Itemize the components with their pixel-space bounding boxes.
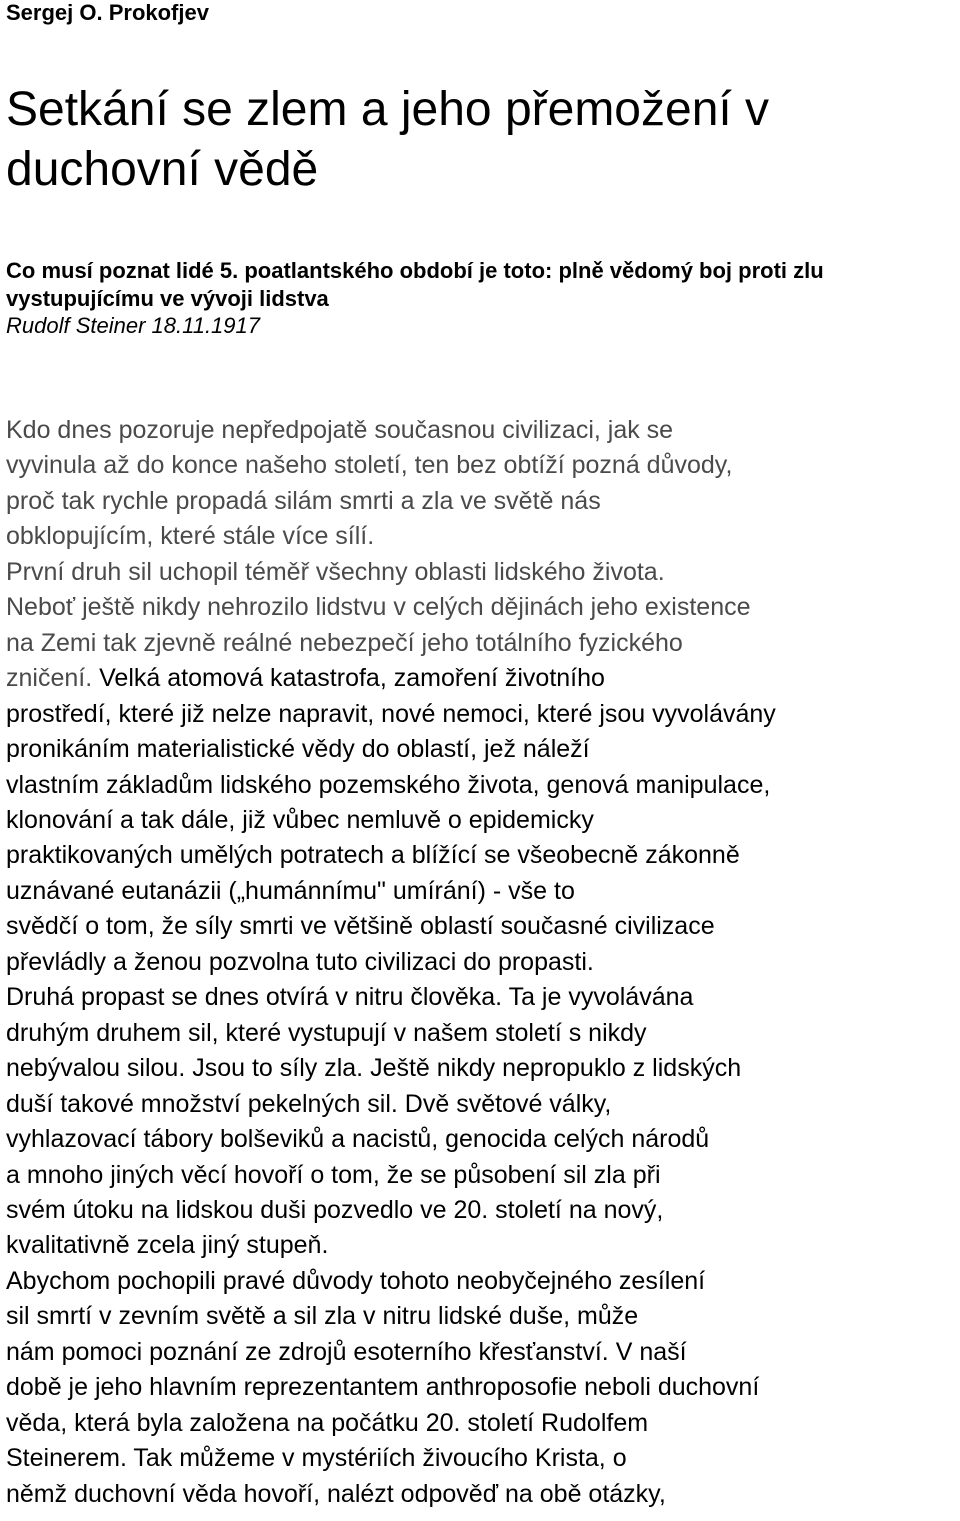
body-line: svém útoku na lidskou duši pozvedlo ve 20. století na nový, <box>6 1195 664 1224</box>
body-line: na Zemi tak zjevně reálné nebezpečí jeho totálního fyzického <box>6 628 683 657</box>
body-line: praktikovaných umělých potratech a blížící se všeobecně zákonně <box>6 841 740 870</box>
body-line: klonování a tak dále, již vůbec nemluvě o epidemicky <box>6 805 594 834</box>
body-line <box>6 661 960 696</box>
body-line: němž duchovní věda hovoří, nalézt odpověď na obě otázky, <box>6 1479 666 1508</box>
body-line-segment: zničení. <box>6 664 93 693</box>
body-line: duší takové množství pekelných sil. Dvě světové války, <box>6 1089 612 1118</box>
document-subtitle: Co musí poznat lidé 5. poatlantského období je toto: plně vědomý boj proti zlu vystupujícímu ve vývoji lidstva <box>6 258 824 311</box>
source-citation: Rudolf Steiner 18.11.1917 <box>6 313 260 338</box>
body-line: vyhlazovací tábory bolševiků a nacistů, genocida celých národů <box>6 1125 710 1154</box>
body-line: pronikáním materialistické vědy do oblastí, jež náleží <box>6 735 590 764</box>
body-line: obklopujícím, které stále více sílí. <box>6 522 375 551</box>
body-line: vlastním základům lidského pozemského života, genová manipulace, <box>6 770 771 799</box>
body-line: svědčí o tom, že síly smrti ve většině oblastí současné civilizace <box>6 912 715 941</box>
body-line: druhým druhem sil, které vystupují v našem století s nikdy <box>6 1018 647 1047</box>
body-line: věda, která byla založena na počátku 20. století Rudolfem <box>6 1408 649 1437</box>
body-line-segment: Velká atomová katastrofa, zamoření životního <box>92 664 605 693</box>
body-line: nám pomoci poznání ze zdrojů esoterního křesťanství. V naší <box>6 1337 687 1366</box>
body-text <box>6 413 960 1512</box>
body-line: době je jeho hlavním reprezentantem anthroposofie neboli duchovní <box>6 1373 760 1402</box>
body-line: Abychom pochopili pravé důvody tohoto neobyčejného zesílení <box>6 1266 706 1295</box>
document-title: Setkání se zlem a jeho přemožení v duchovní vědě <box>6 83 770 196</box>
body-line: vyvinula až do konce našeho století, ten bez obtíží pozná důvody, <box>6 451 733 480</box>
body-line: První druh sil uchopil téměř všechny oblasti lidského života. <box>6 557 665 586</box>
body-line: Druhá propast se dnes otvírá v nitru člověka. Ta je vyvolávána <box>6 983 694 1012</box>
body-line: nebývalou silou. Jsou to síly zla. Ještě nikdy nepropuklo z lidských <box>6 1054 742 1083</box>
body-line: sil smrtí v zevním světě a sil zla v nitru lidské duše, může <box>6 1302 639 1331</box>
body-line: převládly a ženou pozvolna tuto civilizaci do propasti. <box>6 947 594 976</box>
body-line: Kdo dnes pozoruje nepředpojatě současnou civilizaci, jak se <box>6 416 674 444</box>
body-line: Steinerem. Tak můžeme v mystériích živoucího Krista, o <box>6 1444 627 1473</box>
body-line: kvalitativně zcela jiný stupeň. <box>6 1231 329 1260</box>
author-name: Sergej O. Prokofjev <box>6 0 209 25</box>
body-line: Neboť ještě nikdy nehrozilo lidstvu v celých dějinách jeho existence <box>6 593 751 622</box>
body-line: uznávané eutanázii („humánnímu" umírání) - vše to <box>6 876 575 905</box>
body-line: proč tak rychle propadá silám smrti a zla ve světě nás <box>6 486 601 515</box>
body-line: prostředí, které již nelze napravit, nové nemoci, které jsou vyvolávány <box>6 699 776 728</box>
body-line: a mnoho jiných věcí hovoří o tom, že se působení sil zla při <box>6 1160 661 1189</box>
